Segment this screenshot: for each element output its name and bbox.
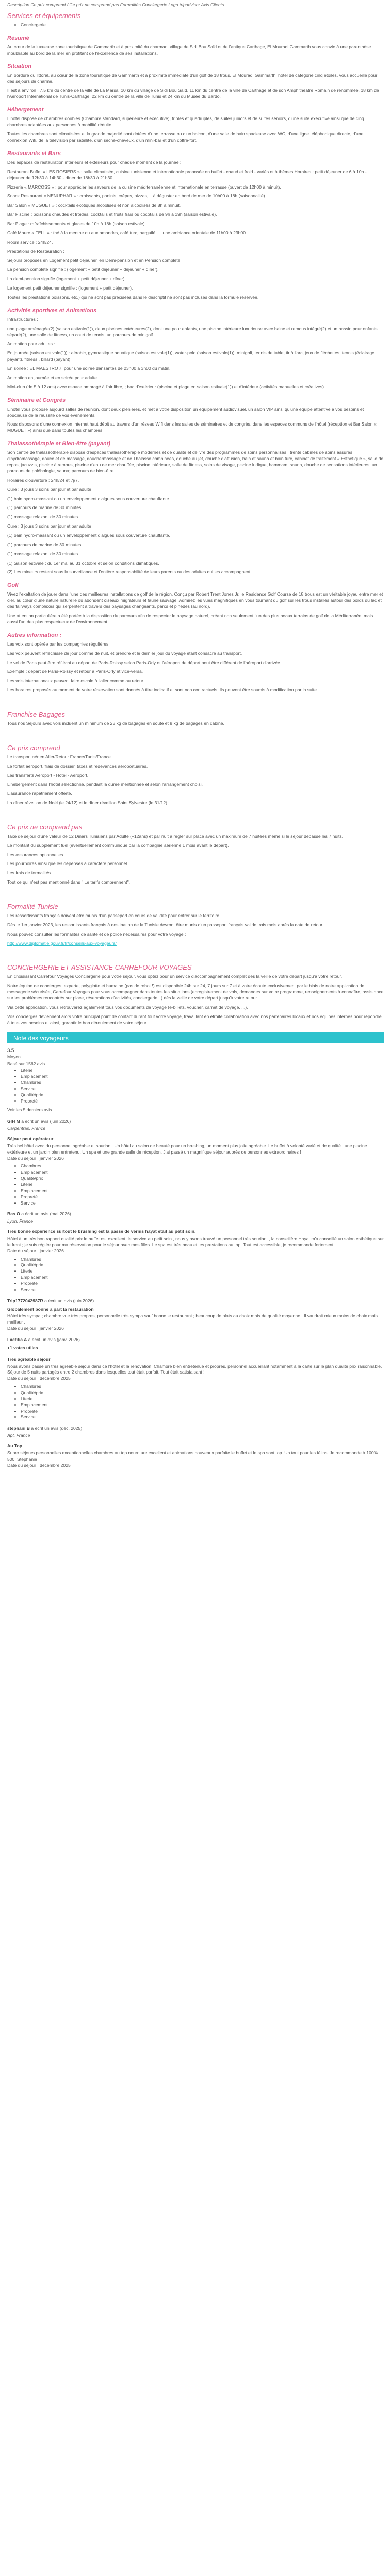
- review-rating-item: • Emplacement: [21, 1170, 384, 1176]
- formalite-p1: Les ressortissants français doivent être munis d'un passeport en cours de validité pour entrer sur le territoire.: [7, 912, 221, 918]
- section-paragraph: Bar Piscine : boissons chaudes et froides, cocktails et fruits frais ou cocotails de 9h à 19h (saison estivale).: [7, 212, 217, 217]
- review-author-line: [7, 1211, 384, 1217]
- rating-category: • Emplacement: [21, 1074, 384, 1080]
- section-paragraph: Les voix peuvent réflechisse de jour comme de nuit, et prendre et le dernier jour du voyage étant consacré au transport.: [7, 650, 242, 656]
- section-paragraph: Café Maure « FELL » : thé à la menthe ou aux amandes, café turc, narguilé, ... une ambiance orientale de 11h00 à 23h00.: [7, 230, 247, 235]
- review-rating-item: • Qualité/prix: [21, 1262, 384, 1268]
- note-voyageurs-bar: Note des voyageurs: [7, 1032, 384, 1043]
- review-author-line: [7, 1298, 384, 1304]
- section-paragraph: L'hôtel vous propose aujourd salles de réunion, dont deux plénières, et met à votre disposition un équipement audiovisuel, un salon VIP ainsi qu'une équipe attentive à vos besoins et soucieuse de la réussite de vos événements.: [7, 406, 364, 418]
- formalite-p2: Dès le 1er janvier 2023, les ressortissants français à destination de la Tunisie devront être munis d'un passeport français valide trois mois après la date de retour.: [7, 922, 324, 927]
- review-card: [7, 1211, 384, 1293]
- conciergerie-title: CONCIERGERIE ET ASSISTANCE CARREFOUR VOYAGES: [7, 963, 192, 972]
- section-title: Thalassothérapie et Bien-être (payant): [7, 440, 110, 447]
- prix-comprend-paragraph: L'hébergement dans l'hôtel sélectionné, pendant la durée mentionnée et selon l'arrangement choisi.: [7, 782, 203, 787]
- section-paragraph: (1) massage relaxant de 30 minutes.: [7, 514, 79, 520]
- prix-ne-comprend-paragraph: Les frais de formalités.: [7, 870, 52, 876]
- score-label: Moyen: [7, 1054, 21, 1060]
- review-rating-item: • Service: [21, 1200, 384, 1207]
- section-paragraph: La demi-pension signifie (logement + petit déjeuner + dîner).: [7, 276, 126, 282]
- review-author-line: [7, 1118, 384, 1125]
- review-text: Hôtel à un très bon rapport qualité prix le buffet est excellent, le service au petit soin , nous y avons trouvé un personnel très souriant , la conseillère Hayat m'a conseillé un salon esthétique sur le front ; je suis réglée pour ma réservation pour le séjour avec mes filles. Le spa est très beau et les prestations au top. Tout est accessible, je recommande fortement!: [7, 1235, 384, 1247]
- section-paragraph: Snack Restaurant « NENUPHAR » : croissants, paninis, crêpes, pizzas,... à déguster en bord de mer de 10h00 à 18h (saisonnalité).: [7, 193, 267, 199]
- section-paragraph: Animation en journée et en soirée pour adulte.: [7, 375, 99, 380]
- review-rating-item: • Literie: [21, 1182, 384, 1188]
- review-title: Séjour peut opérateur: [7, 1136, 54, 1141]
- review-author[interactable]: Laetitia A: [7, 1337, 27, 1342]
- review-card: [7, 1426, 384, 1468]
- review-location: Lyon, France: [7, 1218, 34, 1224]
- rating-categories: [7, 1067, 384, 1104]
- review-wrote: a écrit un avis (mai 2026): [20, 1211, 71, 1217]
- section-paragraph: Room service : 24h/24.: [7, 239, 53, 245]
- prix-ne-comprend-paragraph: Taxe de séjour d'une valeur de 12 Dinars Tunisiens par Adulte (+12ans) et par nuit à régler sur place avec un maximum de 7 nuitées même si le séjour dépasse les 7 nuits.: [7, 833, 344, 839]
- rating-category: • Service: [21, 1086, 384, 1092]
- section-paragraph: La pension complète signifie : (logement + petit déjeuner + déjeuner + dîner).: [7, 267, 159, 273]
- review-location: Carpentras, France: [7, 1126, 46, 1131]
- prix-comprend-body: [7, 754, 384, 806]
- review-text: Nous avons passé un très agréable séjour dans ce l'hôtel et la rénovation. Chambre bien entretenue et propres, personnel accueillant notamment à la carte sur le plan qualité prix raisonnable. Séjour de 5 nuits partagés entre 2 chambres dans lesquelles tout était parfait. Tout était satisfaisant !: [7, 1363, 382, 1375]
- section-paragraph: Cure : 3 jours 3 soins par jour et par adulte :: [7, 523, 94, 529]
- review-rating-item: • Chambres: [21, 1384, 384, 1390]
- section-title: Résumé: [7, 35, 29, 41]
- section-paragraph: Une attention particulière a été portée à la disposition du parcours afin de respecter le paysage naturel, créant non seulement l'un des plus beaux terrains de golf de la Méditerranée, mais aussi l'un des plus respectueux de l'environnement.: [7, 613, 373, 624]
- review-date: Date du séjour : janvier 2026: [7, 1155, 64, 1161]
- review-author[interactable]: stephani B: [7, 1426, 30, 1431]
- section-paragraph: Il est à environ : 7,5 km du centre de la ville de La Marsa, 10 km du village de Sidi Bou Saïd, 11 km du centre de la ville de Carthage et de son Amphithéâtre Romain de renommée, 18 km de l'Aéroport International de Tunis-Carthage, 22 km du centre de la ville de Tunis et 24 km du Musée du Bardo.: [7, 88, 379, 99]
- based-on: Basé sur 1562 avis: [7, 1061, 45, 1067]
- review-author[interactable]: GIH M: [7, 1118, 20, 1124]
- review-wrote: a écrit un avis (juin 2026): [20, 1118, 71, 1124]
- prix-ne-comprend-paragraph: Tout ce qui n'est pas mentionné dans " Le tarifs comprennent".: [7, 879, 131, 885]
- review-wrote: a écrit un avis (juin 2026): [43, 1298, 94, 1303]
- section-paragraph: Séjours proposés en Logement petit déjeuner, en Demi-pension et en Pension complète.: [7, 258, 182, 263]
- prix-comprend-paragraph: Le transport aérien Aller/Retour France/Tunis/France.: [7, 754, 112, 759]
- section-paragraph: (1) bain hydro-massant ou un enveloppement d'algues sous couverture chauffante.: [7, 532, 170, 538]
- section-paragraph: Toutes les prestations boissons, etc.) qui ne sont pas précisées dans le descriptif ne sont pas incluses dans la formule réservée.: [7, 294, 259, 300]
- section-paragraph: (1) bain hydro-massant ou un enveloppement d'algues sous couverture chauffante.: [7, 496, 170, 501]
- section-paragraph: Le logement petit déjeuner signifie : (logement + petit déjeuner).: [7, 285, 133, 291]
- review-date: Date du séjour : janvier 2026: [7, 1248, 64, 1253]
- section-paragraph: Exemple : départ de Paris-Roissy et retour à Paris-Orly et vice-versa.: [7, 669, 143, 674]
- review-rating-item: • Emplacement: [21, 1188, 384, 1194]
- review-rating-item: • Service: [21, 1414, 384, 1420]
- review-rating-item: • Chambres: [21, 1163, 384, 1170]
- review-text: Très bel hôtel avec du personnel agréable et souriant. Un hôtel au salon de beauté pour un brushing, un moment plus jolie agréable. Le buffet à volonté varié et de qualité ; une piscine extérieure et un jardin bien entretenu. Un spa et une grande salle de réception. J'ai passé un magnifique séjour auprès de personnes extraordinaires !: [7, 1143, 367, 1155]
- section-title: Situation: [7, 63, 32, 70]
- section-paragraph: Animation pour adultes :: [7, 341, 55, 347]
- review-title: Très bonne expérience surtout le brushing est la passe de vernis hayat était au petit soin.: [7, 1229, 196, 1234]
- review-title: Au Top: [7, 1443, 22, 1449]
- section-paragraph: Restaurant Buffet « LES ROSIERS » : salle climatisée, cuisine tunisienne et internationale proposée en buffet - chaud et froid - variés et à thèmes Horaires : petit déjeuner de 6 à 10h - déjeuner de 12h30 à 14h30 - dîner de 18h30 à 21h30.: [7, 168, 367, 180]
- review-card: [7, 1357, 384, 1421]
- section-paragraph: Toutes les chambres sont climatisées et la grande majorité sont dotées d'une terrasse ou d'un balcon, d'une salle de bain spacieuse avec WC, d'une ligne téléphonique directe, d'une connexion Wifi, de la télévision par satellite, d'un sèche-cheveux, d'un mini-bar et d'un coffre-fort.: [7, 131, 364, 143]
- services-list: [7, 22, 384, 28]
- review-rating-item: • Service: [21, 1287, 384, 1293]
- section-paragraph: Mini-club (de 5 à 12 ans) avec espace ombragé à l'air libre, ; bac d'extérieur (piscine et plage en saison estivale(1)) et d'intérieur (activités manuelles et créatives).: [7, 384, 325, 389]
- review-rating-item: • Qualité/prix: [21, 1176, 384, 1182]
- formalite-title: Formalité Tunisie: [7, 903, 58, 911]
- review-rating-item: • Qualité/prix: [21, 1390, 384, 1396]
- section-paragraph: Horaires d'ouverture : 24h/24 et 7j/7.: [7, 477, 79, 483]
- rating-category: • Literie: [21, 1067, 384, 1074]
- review-author-line: [7, 1337, 384, 1343]
- review-text: Hôtel très sympa ; chambre vue très propres, personnelle très sympa sauf bonne le restaurant ; beaucoup de plats au choix mais de qualité moyenne . Il vaudrait mieux moins de choix mais meilleur .: [7, 1313, 378, 1325]
- formalite-p3: Nous pouvez consulter les formalités de santé et de police nécessaires pour votre voyage :: [7, 931, 186, 937]
- conciergerie-paragraph: Via cette application, vous retrouverez également tous vos documents de voyage (e-billets, voucher, carnet de voyage, ...).: [7, 1004, 248, 1010]
- prix-ne-comprend-paragraph: Les assurances optionnelles.: [7, 852, 64, 857]
- section-title: Séminaire et Congrès: [7, 397, 66, 403]
- review-rating-item: • Literie: [21, 1268, 384, 1275]
- rating-category: • Qualité/prix: [21, 1092, 384, 1098]
- prix-comprend-title: Ce prix comprend: [7, 743, 60, 752]
- review-title: Globalement bonne a part la restauration: [7, 1306, 94, 1312]
- review-wrote: a écrit un avis (déc. 2025): [29, 1426, 83, 1431]
- services-item: • Conciergerie: [21, 22, 384, 28]
- prix-comprend-paragraph: L'assurance rapatriement offerte.: [7, 791, 72, 796]
- description-sections: [7, 35, 384, 693]
- section-paragraph: Au cœur de la luxueuse zone touristique de Gammarth et à proximité du charmant village de Sidi Bou Saïd et de l'antique Carthage, El Mouradi Gammarth vous convie à une parenthèse inoubliable au bord de la mer en profitant de l'excellence de ses installations.: [7, 44, 371, 56]
- section-paragraph: Le vol de Paris peut être réfléchi au départ de Paris-Roissy selon Paris-Orly et l'aéroport de départ peut être différent de l'aéroport d'arrivée.: [7, 659, 282, 665]
- section-paragraph: Nous disposons d'une connexion Internet haut débit au travers d'un réseau Wifi dans les salles de séminaires et de congrès, dans les espaces communs de l'hôtel (réception et Bar Salon « MUGUET ») ainsi que dans toutes les chambres.: [7, 421, 377, 433]
- section-title: Activités sportives et Animations: [7, 307, 97, 314]
- franchise-text: Tous nos Séjours avec vols incluent un minimum de 23 kg de bagages en soute et 8 kg de bagages en cabine.: [7, 721, 224, 726]
- prix-ne-comprend-body: [7, 834, 384, 886]
- section-paragraph: (1) parcours de marine de 30 minutes.: [7, 505, 83, 511]
- review-ratings: [7, 1384, 384, 1420]
- prix-comprend-paragraph: Le forfait aéroport, frais de dossier, taxes et redevances aéroportuaires.: [7, 763, 148, 769]
- section-title: Golf: [7, 582, 19, 589]
- prix-comprend-paragraph: La dîner réveillon de Noël (le 24/12) et le dîner réveillon Saint Sylvestre (le 31/12).: [7, 800, 169, 806]
- review-date: Date du séjour : janvier 2026: [7, 1326, 64, 1331]
- review-wrote: a écrit un avis (janv. 2026): [27, 1337, 80, 1342]
- see-all-reviews[interactable]: Voir les 5 derniers avis: [7, 1107, 52, 1113]
- prix-ne-comprend-paragraph: Les pourboires ainsi que les dépenses à caractère personnel.: [7, 861, 128, 867]
- review-rating-item: • Propreté: [21, 1194, 384, 1200]
- review-rating-item: • Literie: [21, 1396, 384, 1402]
- review-card: [7, 1337, 384, 1351]
- section-paragraph: Vivez l'exaltation de jouer dans l'une des meilleures installations de golf de la région. Conçu par Robert Trent Jones Jr, le Residence Golf Course de 18 trous est un véritable joyau entre mer et ciel, au cœur d'une nature naturelle où abondent oiseaux migrateurs et faune sauvage. Admirez les vues magnifiques en vous tournant du golf sur les trous installés autour des bords du lac et des fairways complexes qui serpentent à travers des paysages changeants, parcs et pinèdes (au nord).: [7, 591, 383, 609]
- section-paragraph: Bar Plage : rafraîchissements et glaces de 10h à 18h (saison estivale).: [7, 221, 146, 226]
- review-author-line: [7, 1426, 384, 1432]
- review-title: Très agréable séjour: [7, 1356, 51, 1362]
- rating-category: • Chambres: [21, 1080, 384, 1086]
- section-paragraph: (2) Les mineurs restent sous la surveillance et l'entière responsabilité de leurs parents ou des adultes qui les accompagnent.: [7, 569, 252, 575]
- review-rating-item: • Propreté: [21, 1281, 384, 1287]
- review-card: [7, 1118, 384, 1206]
- prix-comprend-paragraph: Les transferts Aéroport - Hôtel - Aéroport.: [7, 772, 89, 778]
- score-value: 3.5: [7, 1048, 14, 1054]
- review-rating-item: • Chambres: [21, 1257, 384, 1263]
- review-location: Apt, France: [7, 1433, 30, 1438]
- section-paragraph: Les voix sont opérée par les compagnies régulières.: [7, 641, 110, 647]
- franchise-title: Franchise Bagages: [7, 710, 66, 719]
- section-paragraph: Bar Salon « MUGUET » : cocktails exotiques alcoolisés et non alcoolisés de 8h à minuit.: [7, 202, 181, 208]
- review-author[interactable]: Bas O: [7, 1211, 20, 1217]
- section-paragraph: une plage aménagée(2) (saison estivale(1)), deux piscines extérieures(2), dont une pour enfants, une piscine intérieure luxurieuse avec balne et remous intégré(2) et un bassin pour enfants séparé(2), une salle de fitness, un court de tennis, un parcours de minigolf.: [7, 326, 378, 337]
- review-rating-item: • Emplacement: [21, 1275, 384, 1281]
- review-rating-item: • Propreté: [21, 1409, 384, 1415]
- review-card: [7, 1298, 384, 1332]
- review-date: Date du séjour : décembre 2025: [7, 1462, 71, 1468]
- conciergerie-paragraph: En choisissant Carrefour Voyages Conciergerie pour votre séjour, vous optez pour un service d'accompagnement complet dès la veille de votre départ jusqu'à votre retour.: [7, 974, 343, 979]
- review-title: +1 votes utiles: [7, 1345, 38, 1350]
- reviews-list: [7, 1118, 384, 1468]
- rating-category: • Propreté: [21, 1098, 384, 1105]
- conciergerie-paragraph: Vos concierges deviennent alors votre principal point de contact durant tout votre voyage, travaillant en étroite collaboration avec nos partenaires locaux et nos équipes internes pour répondre à tous vos besoins et ainsi, garantir le bon déroulement de votre séjour.: [7, 1013, 382, 1025]
- section-paragraph: Son centre de thalassothérapie dispose d'espaces thalassothérapie modernes et de qualité et délivre des programmes de soins personnalisés : trente cabines de soins assurés d'hydromassage, douce et de massage, douchermassage et de Thalasso combinées, douche au jet, douche d'affusion, bain et sauna et bain turc, cabinet de traitement « Esthétique », salle de repos, jacuzzis, piscine à remous, piscine d'eau de mer chauffée, piscine intérieure, salle de fitness, soins de visage, piscine ludique, hammam, sauna, douche de sensations intérieures, un parcours de phlébologie, sauna; parcours de bien-être.: [7, 450, 384, 473]
- review-date: Date du séjour : décembre 2025: [7, 1376, 71, 1381]
- section-paragraph: (1) massage relaxant de 30 minutes.: [7, 551, 79, 556]
- review-text: Super séjours personnelles exceptionnelles chambres au top nourriture excellent et animations nouveaux parfaite le buffet et le spa sont top. Un tout pour les félins. Je recommande à 100% 500. Stéphanie: [7, 1450, 378, 1462]
- section-paragraph: En soirée : EL MAESTRO ♪, pour une soirée dansantes de 23h00 à 3h00 du matin.: [7, 366, 171, 371]
- prix-ne-comprend-title: Ce prix ne comprend pas: [7, 823, 83, 831]
- intro-line: Description Ce prix comprend / Ce prix ne comprend pas Formalités Conciergerie Logo tripadvisor Avis Clients: [7, 2, 224, 7]
- section-paragraph: Des espaces de restauration intérieurs et extérieurs pour chaque moment de la journée :: [7, 159, 182, 165]
- formalite-link[interactable]: http://www.diplomatie.gouv.fr/fr/conseils-aux-voyageurs/: [7, 940, 117, 946]
- section-title: Hébergement: [7, 107, 44, 113]
- section-paragraph: Prestations de Restauration :: [7, 248, 64, 254]
- review-ratings: [7, 1257, 384, 1293]
- prix-ne-comprend-paragraph: Le montant du supplément fuel (éventuellement communiqué par la compagnie aérienne 1 mois avant le départ).: [7, 842, 229, 848]
- review-ratings: [7, 1163, 384, 1206]
- conciergerie-paragraph: Notre équipe de concierges, experte, polyglotte et humaine (pas de robot !) est disponible 24h sur 24, 7 jours sur 7 et à votre écoute exclusivement par le biais de notre application de messagerie sécurisée, Carrefour Voyages pour vous accompagner dans toutes les situations (enregistrement de vols, demandes sur votre programme, renseignements à connaître, assistance sur les problèmes rencontrés sur place, réservations d'activités, conciergerie...) dès la veille de votre départ jusqu'à votre retour.: [7, 983, 384, 1001]
- section-paragraph: L'hôtel dispose de chambres doubles (Chambre standard, supérieure et executive), triples et quadruples, de suites juniors et de suites séniors, d'une suite exécutive ainsi que de cinq chambres adaptées aux personnes à mobilité réduite.: [7, 116, 364, 128]
- section-paragraph: En bordure du littoral, au cœur de la zone touristique de Gammarth et à proximité immédiate d'un golf de 18 trous, El Mouradi Gammarth, hôtel de catégorie cinq étoiles, vous accueille pour des séjours de charme.: [7, 72, 378, 84]
- section-paragraph: Infrastructures :: [7, 316, 38, 322]
- section-title: Autres information :: [7, 632, 62, 638]
- services-title: Services et équipements: [7, 11, 81, 20]
- section-paragraph: (1) Saison estivale : du 1er mai au 31 octobre et selon conditions climatiques.: [7, 560, 159, 566]
- review-author[interactable]: Trip1772042987R: [7, 1298, 43, 1303]
- section-paragraph: Les horaires proposés au moment de votre réservation sont donnés à titre indicatif et sont non contractuels. Ils peuvent être soumis à modification par la suite.: [7, 687, 318, 693]
- conciergerie-body: [7, 974, 384, 1026]
- section-paragraph: (1) parcours de marine de 30 minutes.: [7, 541, 83, 547]
- review-rating-item: • Emplacement: [21, 1402, 384, 1409]
- section-paragraph: Pizzeria « MARCOSS » : pour apprécier les saveurs de la cuisine méditerranéenne et internationale en terrasse (ouvert de 12h00 à minuit).: [7, 184, 281, 190]
- section-paragraph: Cure : 3 jours 3 soins par jour et par adulte :: [7, 486, 94, 492]
- section-paragraph: Les vols internationaux peuvent faire escale à l'aller comme au retour.: [7, 678, 144, 684]
- section-paragraph: En journée (saison estivale(1)) : aérobic, gymnastique aquatique (saison estivale(1)), water-polo (saison estivale(1)), minigolf, tennis de table, tir à l'arc, jeux de fléchettes, tennis (éclairage payant), fitness , billard (payant).: [7, 350, 374, 362]
- section-title: Restaurants et Bars: [7, 150, 61, 157]
